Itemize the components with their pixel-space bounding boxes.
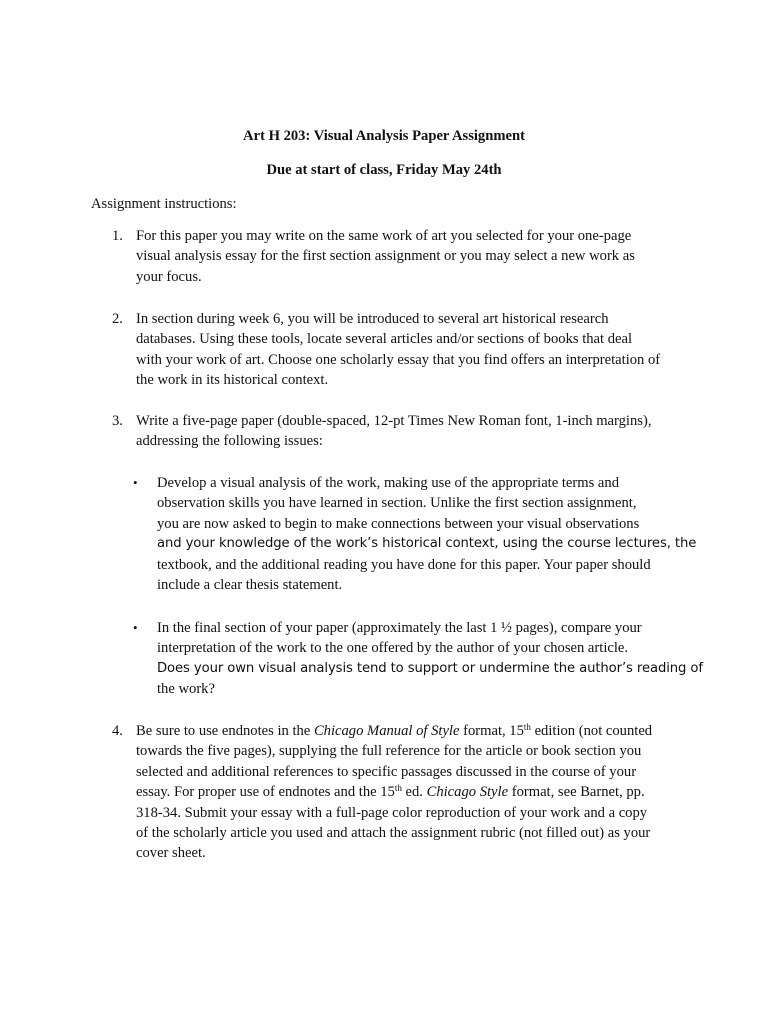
item-text: In section during week 6, you will be introduced to several art historical research databases. Using these tools, locate several articles and/or sections of books that deal with your work of art. Choose one scholarly essay that you find offers an interpretation of the work in its historical context. (136, 311, 661, 389)
item-text: For this paper you may write on the same work of art you selected for your one-page visual analysis essay for the first section assignment or you may select a new work as your focus. (136, 228, 635, 285)
citation-title: Chicago Manual of Style (313, 723, 460, 739)
item-number: 1. (112, 228, 123, 244)
citation-title: Chicago Style (426, 784, 509, 801)
item-text: Be sure to use endnotes in the Chicago Manual of Style format, 15th edition (not counted towards the five pages), supplying the full reference for the article or book section you selected and additional references to specific passages discussed in the course of your essay. For proper use of endnotes and the 15th ed. Chicago Style format, see Barnet, pp. 318-34. Submit your essay with a full-page color reproduction of your work and a copy of the scholarly article you used and attach the assignment rubric (not filled out) as your cover sheet. (136, 722, 653, 862)
bullet-text: Develop a visual analysis of the work, making use of the appropriate terms and observation skills you have learned in section. Unlike the first section assignment, you are now asked to begin to make connections between your visual observations and your knowledge of the work’s historical context, using the course lectures, the textbook, and the additional reading you have done for this paper. Your paper should include a clear thesis statement. (157, 475, 697, 594)
item-number: 3. (112, 413, 123, 429)
item-number: 2. (112, 311, 123, 327)
bullet-icon: • (133, 620, 138, 635)
instructions-heading: Assignment instructions: (91, 196, 237, 212)
item-number: 4. (112, 723, 123, 739)
assignment-title: Art H 203: Visual Analysis Paper Assignment (243, 128, 525, 144)
item-text: Write a five-page paper (double-spaced, 12-pt Times New Roman font, 1-inch margins), addressing the following issues: (136, 413, 652, 450)
bullet-text: In the final section of your paper (approximately the last 1 ½ pages), compare your interpretation of the work to the one offered by the author of your chosen article. Does your own visual analysis tend to support or undermine the author’s reading of the work? (157, 620, 703, 698)
bullet-icon: • (133, 475, 138, 490)
due-date-line: Due at start of class, Friday May 24th (266, 162, 502, 178)
